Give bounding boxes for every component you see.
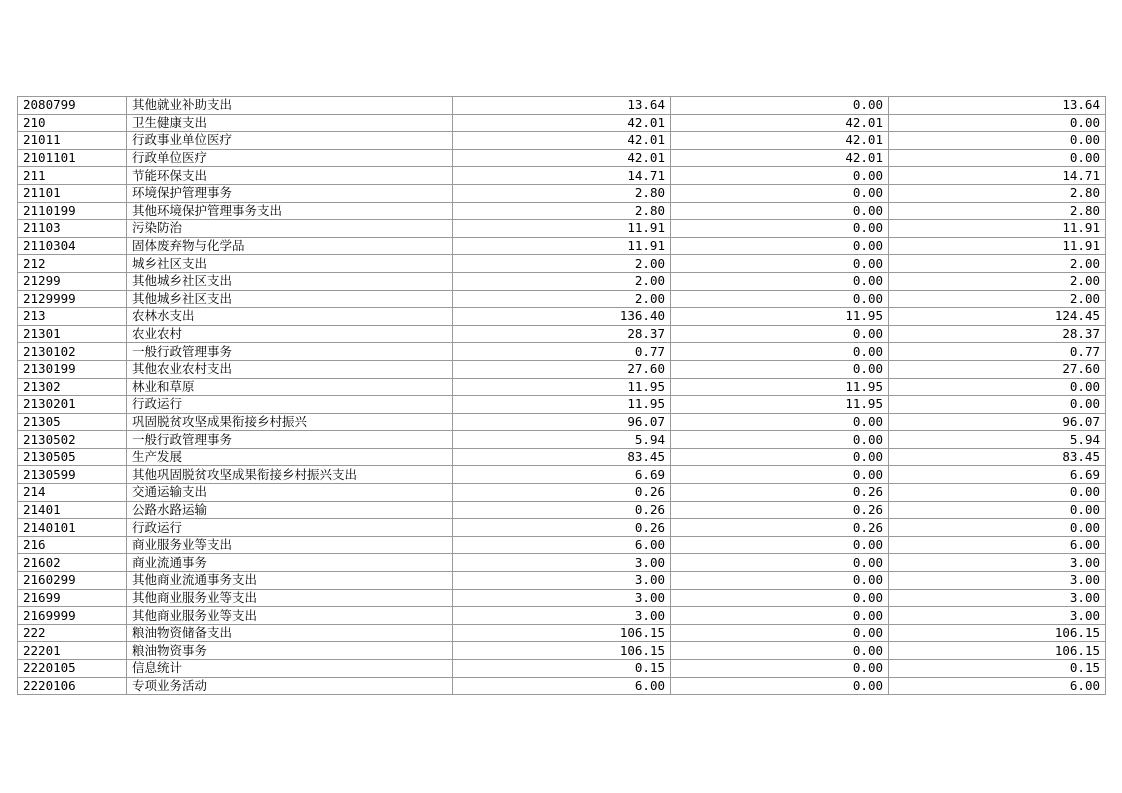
basic-expenditure-cell: 0.00 — [671, 167, 889, 185]
subject-name-cell: 固体废弃物与化学品 — [127, 237, 453, 255]
subject-code-cell: 21401 — [18, 501, 127, 519]
table-row — [18, 554, 1106, 572]
subject-code-cell: 21602 — [18, 554, 127, 572]
subject-name-cell: 其他商业服务业等支出 — [127, 589, 453, 607]
subject-code-cell: 2220105 — [18, 660, 127, 678]
table-row — [18, 642, 1106, 660]
project-expenditure-cell: 0.00 — [889, 396, 1106, 414]
subject-name-cell: 节能环保支出 — [127, 167, 453, 185]
subject-name-cell: 生产发展 — [127, 448, 453, 466]
total-amount-cell: 96.07 — [453, 413, 671, 431]
subject-name-cell: 商业流通事务 — [127, 554, 453, 572]
subject-code-cell: 222 — [18, 624, 127, 642]
basic-expenditure-cell: 0.00 — [671, 255, 889, 273]
project-expenditure-cell: 6.00 — [889, 677, 1106, 695]
project-expenditure-cell: 2.80 — [889, 202, 1106, 220]
total-amount-cell: 106.15 — [453, 624, 671, 642]
subject-name-cell: 粮油物资事务 — [127, 642, 453, 660]
subject-code-cell: 2130505 — [18, 448, 127, 466]
table-row — [18, 396, 1106, 414]
subject-name-cell: 一般行政管理事务 — [127, 343, 453, 361]
subject-code-cell: 2080799 — [18, 97, 127, 115]
basic-expenditure-cell: 0.26 — [671, 484, 889, 502]
total-amount-cell: 27.60 — [453, 360, 671, 378]
subject-name-cell: 其他环境保护管理事务支出 — [127, 202, 453, 220]
subject-name-cell: 农林水支出 — [127, 308, 453, 326]
project-expenditure-cell: 124.45 — [889, 308, 1106, 326]
total-amount-cell: 2.00 — [453, 290, 671, 308]
subject-code-cell: 2140101 — [18, 519, 127, 537]
total-amount-cell: 42.01 — [453, 132, 671, 150]
total-amount-cell: 11.91 — [453, 237, 671, 255]
subject-code-cell: 2110199 — [18, 202, 127, 220]
project-expenditure-cell: 28.37 — [889, 325, 1106, 343]
project-expenditure-cell: 5.94 — [889, 431, 1106, 449]
total-amount-cell: 0.26 — [453, 484, 671, 502]
total-amount-cell: 136.40 — [453, 308, 671, 326]
basic-expenditure-cell: 0.00 — [671, 607, 889, 625]
subject-name-cell: 行政单位医疗 — [127, 149, 453, 167]
subject-name-cell: 交通运输支出 — [127, 484, 453, 502]
project-expenditure-cell: 0.00 — [889, 519, 1106, 537]
project-expenditure-cell: 14.71 — [889, 167, 1106, 185]
total-amount-cell: 42.01 — [453, 149, 671, 167]
table-row — [18, 536, 1106, 554]
table-row — [18, 431, 1106, 449]
basic-expenditure-cell: 0.00 — [671, 589, 889, 607]
table-row — [18, 325, 1106, 343]
table-row — [18, 202, 1106, 220]
basic-expenditure-cell: 42.01 — [671, 114, 889, 132]
table-row — [18, 660, 1106, 678]
subject-name-cell: 林业和草原 — [127, 378, 453, 396]
project-expenditure-cell: 3.00 — [889, 554, 1106, 572]
total-amount-cell: 3.00 — [453, 607, 671, 625]
subject-name-cell: 公路水路运输 — [127, 501, 453, 519]
project-expenditure-cell: 0.00 — [889, 114, 1106, 132]
basic-expenditure-cell: 11.95 — [671, 396, 889, 414]
project-expenditure-cell: 11.91 — [889, 220, 1106, 238]
subject-name-cell: 行政运行 — [127, 396, 453, 414]
basic-expenditure-cell: 11.95 — [671, 308, 889, 326]
table-row — [18, 184, 1106, 202]
subject-code-cell: 2130199 — [18, 360, 127, 378]
project-expenditure-cell: 106.15 — [889, 624, 1106, 642]
project-expenditure-cell: 13.64 — [889, 97, 1106, 115]
project-expenditure-cell: 0.00 — [889, 132, 1106, 150]
table-row — [18, 237, 1106, 255]
basic-expenditure-cell: 11.95 — [671, 378, 889, 396]
subject-code-cell: 2101101 — [18, 149, 127, 167]
subject-code-cell: 21302 — [18, 378, 127, 396]
total-amount-cell: 6.69 — [453, 466, 671, 484]
total-amount-cell: 6.00 — [453, 677, 671, 695]
subject-code-cell: 2110304 — [18, 237, 127, 255]
basic-expenditure-cell: 0.00 — [671, 325, 889, 343]
total-amount-cell: 106.15 — [453, 642, 671, 660]
subject-code-cell: 2169999 — [18, 607, 127, 625]
subject-name-cell: 其他农业农村支出 — [127, 360, 453, 378]
project-expenditure-cell: 0.15 — [889, 660, 1106, 678]
basic-expenditure-cell: 0.00 — [671, 554, 889, 572]
basic-expenditure-cell: 0.00 — [671, 202, 889, 220]
basic-expenditure-cell: 0.00 — [671, 97, 889, 115]
table-row — [18, 308, 1106, 326]
subject-code-cell: 22201 — [18, 642, 127, 660]
total-amount-cell: 14.71 — [453, 167, 671, 185]
subject-code-cell: 214 — [18, 484, 127, 502]
subject-name-cell: 信息统计 — [127, 660, 453, 678]
table-row — [18, 413, 1106, 431]
project-expenditure-cell: 0.00 — [889, 378, 1106, 396]
subject-name-cell: 其他就业补助支出 — [127, 97, 453, 115]
subject-code-cell: 21299 — [18, 272, 127, 290]
total-amount-cell: 0.77 — [453, 343, 671, 361]
table-row — [18, 466, 1106, 484]
project-expenditure-cell: 0.00 — [889, 149, 1106, 167]
basic-expenditure-cell: 0.00 — [671, 220, 889, 238]
subject-name-cell: 其他商业服务业等支出 — [127, 607, 453, 625]
total-amount-cell: 11.91 — [453, 220, 671, 238]
project-expenditure-cell: 83.45 — [889, 448, 1106, 466]
total-amount-cell: 28.37 — [453, 325, 671, 343]
basic-expenditure-cell: 42.01 — [671, 132, 889, 150]
total-amount-cell: 0.26 — [453, 519, 671, 537]
basic-expenditure-cell: 0.00 — [671, 431, 889, 449]
subject-code-cell: 21011 — [18, 132, 127, 150]
project-expenditure-cell: 3.00 — [889, 572, 1106, 590]
table-row — [18, 149, 1106, 167]
subject-code-cell: 2130599 — [18, 466, 127, 484]
project-expenditure-cell: 6.69 — [889, 466, 1106, 484]
project-expenditure-cell: 2.00 — [889, 255, 1106, 273]
total-amount-cell: 2.00 — [453, 272, 671, 290]
table-row — [18, 589, 1106, 607]
subject-code-cell: 2130201 — [18, 396, 127, 414]
subject-name-cell: 商业服务业等支出 — [127, 536, 453, 554]
subject-code-cell: 212 — [18, 255, 127, 273]
total-amount-cell: 13.64 — [453, 97, 671, 115]
project-expenditure-cell: 2.00 — [889, 272, 1106, 290]
table-row — [18, 132, 1106, 150]
subject-name-cell: 行政运行 — [127, 519, 453, 537]
table-row — [18, 220, 1106, 238]
subject-code-cell: 210 — [18, 114, 127, 132]
subject-name-cell: 污染防治 — [127, 220, 453, 238]
basic-expenditure-cell: 0.00 — [671, 660, 889, 678]
subject-name-cell: 卫生健康支出 — [127, 114, 453, 132]
total-amount-cell: 0.15 — [453, 660, 671, 678]
subject-code-cell: 216 — [18, 536, 127, 554]
subject-name-cell: 其他商业流通事务支出 — [127, 572, 453, 590]
basic-expenditure-cell: 0.00 — [671, 624, 889, 642]
table-row — [18, 607, 1106, 625]
subject-name-cell: 一般行政管理事务 — [127, 431, 453, 449]
table-row — [18, 624, 1106, 642]
subject-name-cell: 巩固脱贫攻坚成果衔接乡村振兴 — [127, 413, 453, 431]
subject-code-cell: 21101 — [18, 184, 127, 202]
basic-expenditure-cell: 0.00 — [671, 184, 889, 202]
subject-code-cell: 21699 — [18, 589, 127, 607]
subject-name-cell: 专项业务活动 — [127, 677, 453, 695]
basic-expenditure-cell: 0.26 — [671, 519, 889, 537]
subject-name-cell: 农业农村 — [127, 325, 453, 343]
table-row — [18, 519, 1106, 537]
table-row — [18, 448, 1106, 466]
subject-name-cell: 行政事业单位医疗 — [127, 132, 453, 150]
total-amount-cell: 3.00 — [453, 572, 671, 590]
subject-code-cell: 2220106 — [18, 677, 127, 695]
total-amount-cell: 5.94 — [453, 431, 671, 449]
table-row — [18, 360, 1106, 378]
subject-code-cell: 21301 — [18, 325, 127, 343]
table-row — [18, 255, 1106, 273]
total-amount-cell: 83.45 — [453, 448, 671, 466]
total-amount-cell: 0.26 — [453, 501, 671, 519]
budget-table-body — [18, 97, 1106, 695]
basic-expenditure-cell: 0.00 — [671, 237, 889, 255]
basic-expenditure-cell: 0.00 — [671, 536, 889, 554]
subject-name-cell: 其他城乡社区支出 — [127, 290, 453, 308]
project-expenditure-cell: 2.00 — [889, 290, 1106, 308]
project-expenditure-cell: 0.00 — [889, 501, 1106, 519]
basic-expenditure-cell: 0.00 — [671, 642, 889, 660]
subject-code-cell: 2160299 — [18, 572, 127, 590]
total-amount-cell: 2.80 — [453, 184, 671, 202]
subject-name-cell: 城乡社区支出 — [127, 255, 453, 273]
table-row — [18, 484, 1106, 502]
subject-code-cell: 213 — [18, 308, 127, 326]
basic-expenditure-cell: 0.00 — [671, 677, 889, 695]
table-row — [18, 290, 1106, 308]
basic-expenditure-cell: 0.00 — [671, 343, 889, 361]
total-amount-cell: 2.80 — [453, 202, 671, 220]
project-expenditure-cell: 96.07 — [889, 413, 1106, 431]
total-amount-cell: 2.00 — [453, 255, 671, 273]
subject-code-cell: 2130102 — [18, 343, 127, 361]
project-expenditure-cell: 106.15 — [889, 642, 1106, 660]
total-amount-cell: 11.95 — [453, 396, 671, 414]
project-expenditure-cell: 27.60 — [889, 360, 1106, 378]
table-row — [18, 378, 1106, 396]
basic-expenditure-cell: 42.01 — [671, 149, 889, 167]
total-amount-cell: 3.00 — [453, 589, 671, 607]
subject-code-cell: 2130502 — [18, 431, 127, 449]
subject-name-cell: 其他城乡社区支出 — [127, 272, 453, 290]
total-amount-cell: 3.00 — [453, 554, 671, 572]
budget-table — [17, 96, 1106, 695]
basic-expenditure-cell: 0.00 — [671, 413, 889, 431]
basic-expenditure-cell: 0.00 — [671, 572, 889, 590]
table-row — [18, 167, 1106, 185]
table-row — [18, 114, 1106, 132]
project-expenditure-cell: 3.00 — [889, 589, 1106, 607]
table-row — [18, 572, 1106, 590]
table-row — [18, 272, 1106, 290]
subject-name-cell: 其他巩固脱贫攻坚成果衔接乡村振兴支出 — [127, 466, 453, 484]
subject-code-cell: 211 — [18, 167, 127, 185]
project-expenditure-cell: 6.00 — [889, 536, 1106, 554]
subject-name-cell: 粮油物资储备支出 — [127, 624, 453, 642]
basic-expenditure-cell: 0.00 — [671, 290, 889, 308]
total-amount-cell: 42.01 — [453, 114, 671, 132]
table-row — [18, 343, 1106, 361]
subject-code-cell: 21305 — [18, 413, 127, 431]
basic-expenditure-cell: 0.00 — [671, 360, 889, 378]
total-amount-cell: 6.00 — [453, 536, 671, 554]
project-expenditure-cell: 3.00 — [889, 607, 1106, 625]
basic-expenditure-cell: 0.00 — [671, 448, 889, 466]
basic-expenditure-cell: 0.00 — [671, 272, 889, 290]
total-amount-cell: 11.95 — [453, 378, 671, 396]
subject-name-cell: 环境保护管理事务 — [127, 184, 453, 202]
project-expenditure-cell: 0.77 — [889, 343, 1106, 361]
project-expenditure-cell: 0.00 — [889, 484, 1106, 502]
project-expenditure-cell: 11.91 — [889, 237, 1106, 255]
project-expenditure-cell: 2.80 — [889, 184, 1106, 202]
subject-code-cell: 2129999 — [18, 290, 127, 308]
subject-code-cell: 21103 — [18, 220, 127, 238]
table-row — [18, 677, 1106, 695]
table-row — [18, 501, 1106, 519]
table-row — [18, 97, 1106, 115]
basic-expenditure-cell: 0.00 — [671, 466, 889, 484]
basic-expenditure-cell: 0.26 — [671, 501, 889, 519]
